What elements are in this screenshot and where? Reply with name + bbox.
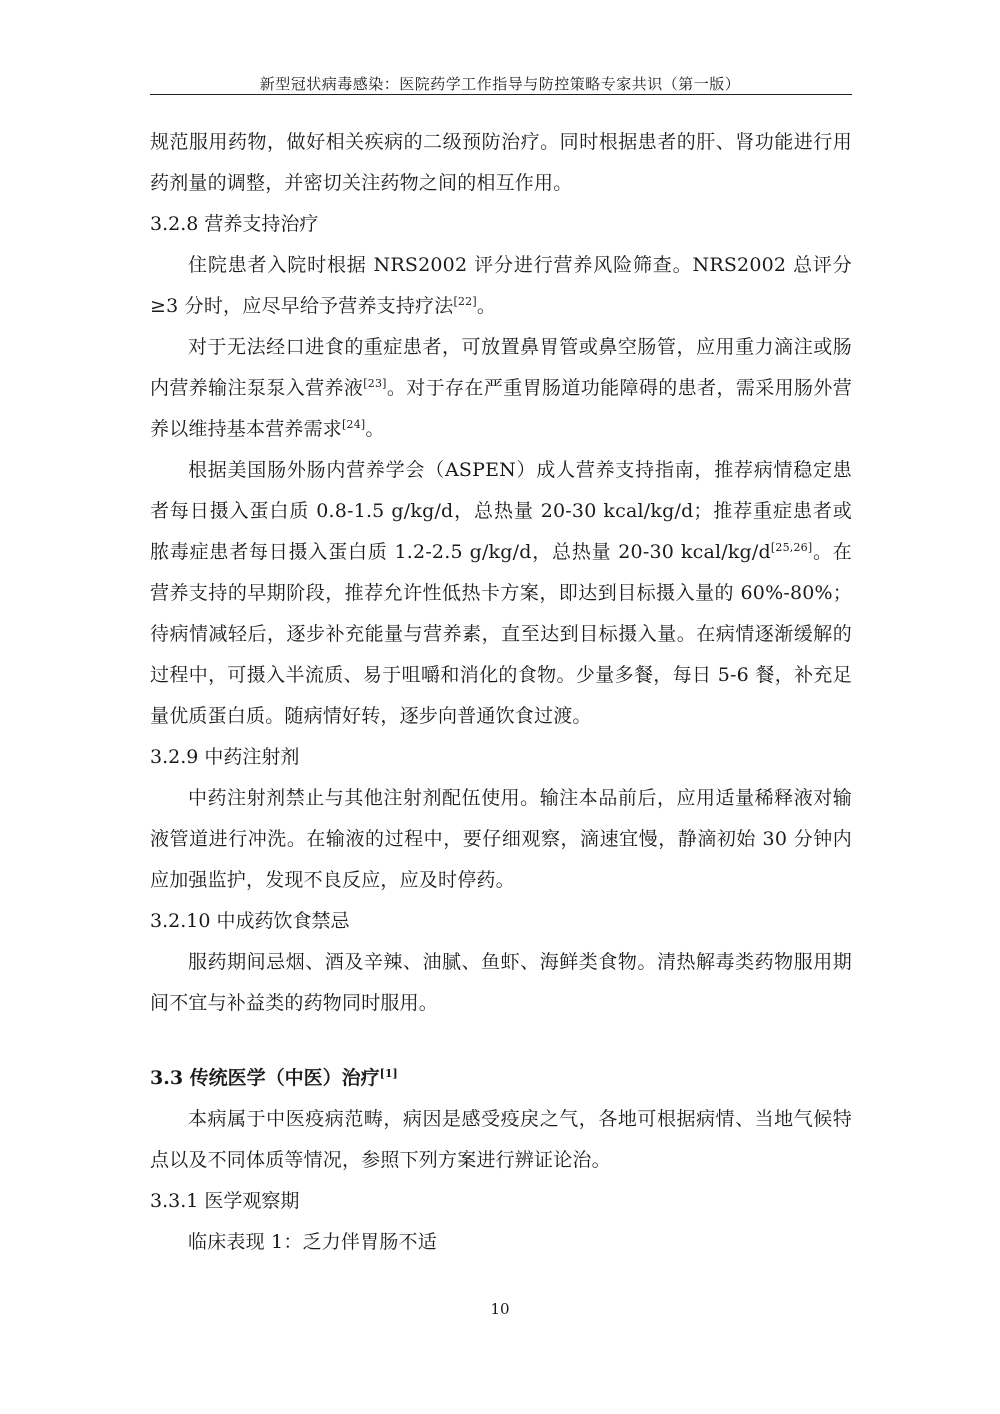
citation-25-26[interactable]: [25,26] (770, 541, 813, 554)
paragraph-aspen-guideline: 根据美国肠外肠内营养学会（ASPEN）成人营养支持指南，推荐病情稳定患者每日摄入蛋白质 0.8-1.5 g/kg/d，总热量 20-30 kcal/kg/d；推荐重症患者或脓毒症患者每日摄入蛋白质 1.2-2.5 g/kg/d，总热量 20-30 kcal/kg/d[25,26]。在营养支持的早期阶段，推荐允许性低热卡方案，即达到目标摄入量的 60%-80%；待病情减轻后，逐步补充能量与营养素，直至达到目标摄入量。在病情逐渐缓解的过程中，可摄入半流质、易于咀嚼和消化的食物。少量多餐，每日 5-6 餐，补充足量优质蛋白质。随病情好转，逐步向普通饮食过渡。 (150, 459, 852, 727)
paragraph-clinical-presentation-1: 临床表现 1：乏力伴胃肠不适 (188, 1231, 437, 1253)
page-content (150, 122, 852, 1263)
paragraph-tcm-intro: 本病属于中医疫病范畴，病因是感受疫戾之气，各地可根据病情、当地气候特点以及不同体质等情况，参照下列方案进行辨证论治。 (150, 1108, 852, 1171)
section-heading-3-3: 3.3 传统医学（中医）治疗[1] (150, 1067, 398, 1089)
paragraph-enteral-nutrition: 对于无法经口进食的重症患者，可放置鼻胃管或鼻空肠管，应用重力滴注或肠内营养输注泵泵入营养液[23]。对于存在严重胃肠道功能障碍的患者，需采用肠外营养以维持基本营养需求[24]。 (150, 336, 852, 440)
running-header: 新型冠状病毒感染：医院药学工作指导与防控策略专家共识（第一版） (259, 75, 741, 93)
section-heading-3-2-9: 3.2.9 中药注射剂 (150, 746, 300, 768)
section-heading-3-3-1: 3.3.1 医学观察期 (150, 1190, 300, 1212)
header-rule (150, 94, 852, 95)
citation-24[interactable]: [24] (342, 418, 366, 431)
paragraph-tcm-injection: 中药注射剂禁止与其他注射剂配伍使用。输注本品前后，应用适量稀释液对输液管道进行冲洗。在输液的过程中，要仔细观察，滴速宜慢，静滴初始 30 分钟内应加强监护，发现不良反应，应及时停药。 (150, 787, 852, 891)
paragraph-diet-taboo: 服药期间忌烟、酒及辛辣、油腻、鱼虾、海鲜类食物。清热解毒类药物服用期间不宜与补益类的药物同时服用。 (150, 951, 852, 1014)
paragraph-nrs2002: 住院患者入院时根据 NRS2002 评分进行营养风险筛查。NRS2002 总评分≥3 分时，应尽早给予营养支持疗法[22]。 (150, 254, 852, 317)
citation-1[interactable]: [1] (379, 1067, 398, 1080)
section-heading-3-2-10: 3.2.10 中成药饮食禁忌 (150, 910, 350, 932)
section-heading-3-2-8: 3.2.8 营养支持治疗 (150, 213, 319, 235)
continued-paragraph: 规范服用药物，做好相关疾病的二级预防治疗。同时根据患者的肝、肾功能进行用药剂量的调整，并密切关注药物之间的相互作用。 (150, 131, 852, 194)
citation-22[interactable]: [22] (453, 295, 477, 308)
page-number: 10 (490, 1300, 510, 1318)
citation-23[interactable]: [23] (363, 377, 387, 390)
